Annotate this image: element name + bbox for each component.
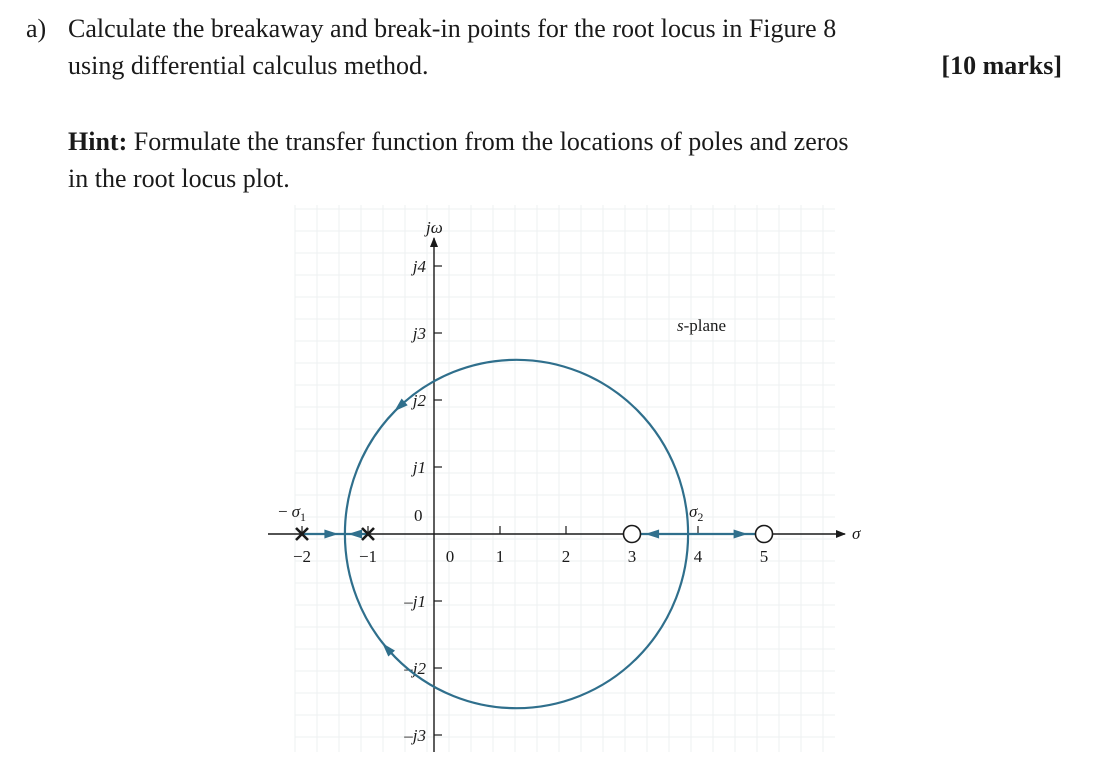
real-axis-label: σ (852, 524, 861, 543)
hint-label: Hint: (68, 127, 128, 156)
x-tick-label: 0 (445, 547, 455, 566)
x-tick-label: −2 (292, 547, 312, 566)
y-tick-label: j2 (412, 391, 426, 410)
x-tick-label: 3 (627, 547, 637, 566)
hint-text1: Formulate the transfer function from the locations of poles and zeros (127, 127, 849, 156)
hint-line2: in the root locus plot. (68, 164, 290, 193)
locus-arrow-right (734, 530, 748, 539)
locus-arrow-left (348, 530, 362, 539)
question-marks: [10 marks] (941, 51, 1062, 80)
imaginary-axis-label: jω (426, 218, 443, 237)
question-text-line2: using differential calculus method. (68, 51, 429, 80)
breakaway-point-label: − $\sigma_1$ (278, 502, 306, 524)
y-tick-label: –j2 (404, 659, 426, 678)
x-tick-label: 2 (561, 547, 571, 566)
origin-zero-label: 0 (414, 506, 423, 525)
x-tick-label: 4 (693, 547, 703, 566)
x-tick-label: 1 (495, 547, 505, 566)
s-plane-label: s-plane (677, 316, 727, 335)
y-tick-label: j1 (412, 458, 426, 477)
locus-arrow-right (324, 530, 338, 539)
question-label: a) (26, 14, 47, 43)
zero-marker (756, 526, 773, 543)
x-tick-label: 5 (759, 547, 769, 566)
y-tick-label: –j1 (404, 592, 426, 611)
x-tick-label: −1 (358, 547, 378, 566)
y-tick-label: –j3 (404, 726, 426, 745)
y-tick-label: j4 (412, 257, 426, 276)
break-in-point-label: $\sigma_2$ (689, 502, 704, 524)
question-text-line1: Calculate the breakaway and break-in points for the root locus in Figure 8 (68, 14, 837, 43)
y-tick-label: j3 (412, 324, 426, 343)
zero-marker (624, 526, 641, 543)
